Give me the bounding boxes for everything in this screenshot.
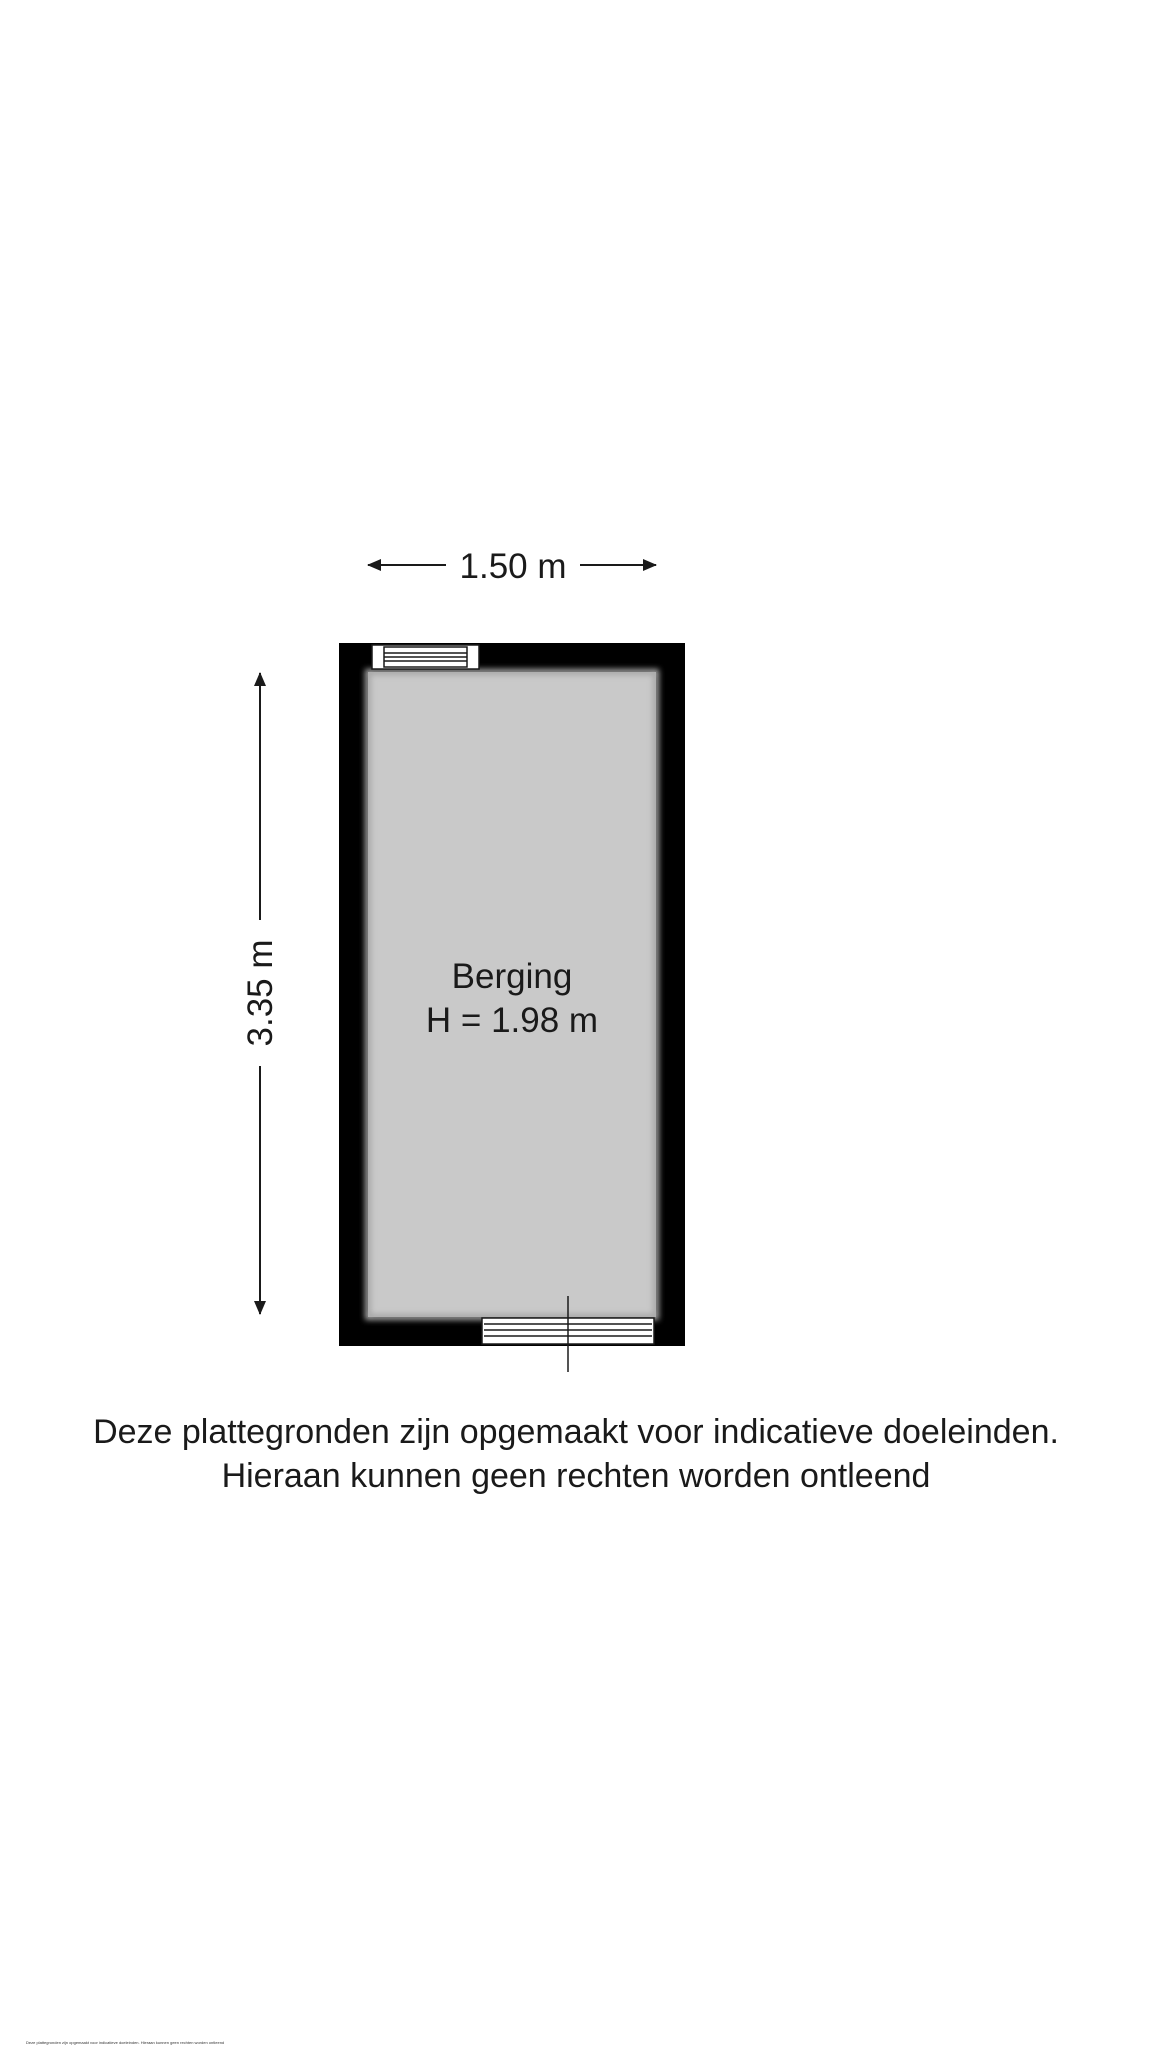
disclaimer-line-1: Deze plattegronden zijn opgemaakt voor indicatieve doeleinden.: [93, 1413, 1059, 1451]
window-top: [372, 645, 479, 669]
length-dimension-label: 3.35 m: [241, 939, 280, 1047]
width-dimension-label: 1.50 m: [459, 547, 567, 586]
disclaimer-line-2: Hieraan kunnen geen rechten worden ontleend: [221, 1457, 931, 1495]
footnote: Deze plattegronden zijn opgemaakt voor indicatieve doeleinden. Hieraan kunnen geen rechten worden ontleend: [26, 2040, 225, 2045]
room-height: H = 1.98 m: [425, 1001, 599, 1040]
width-dimension: [368, 547, 656, 586]
room-name: Berging: [451, 957, 573, 996]
length-dimension: [241, 673, 280, 1314]
